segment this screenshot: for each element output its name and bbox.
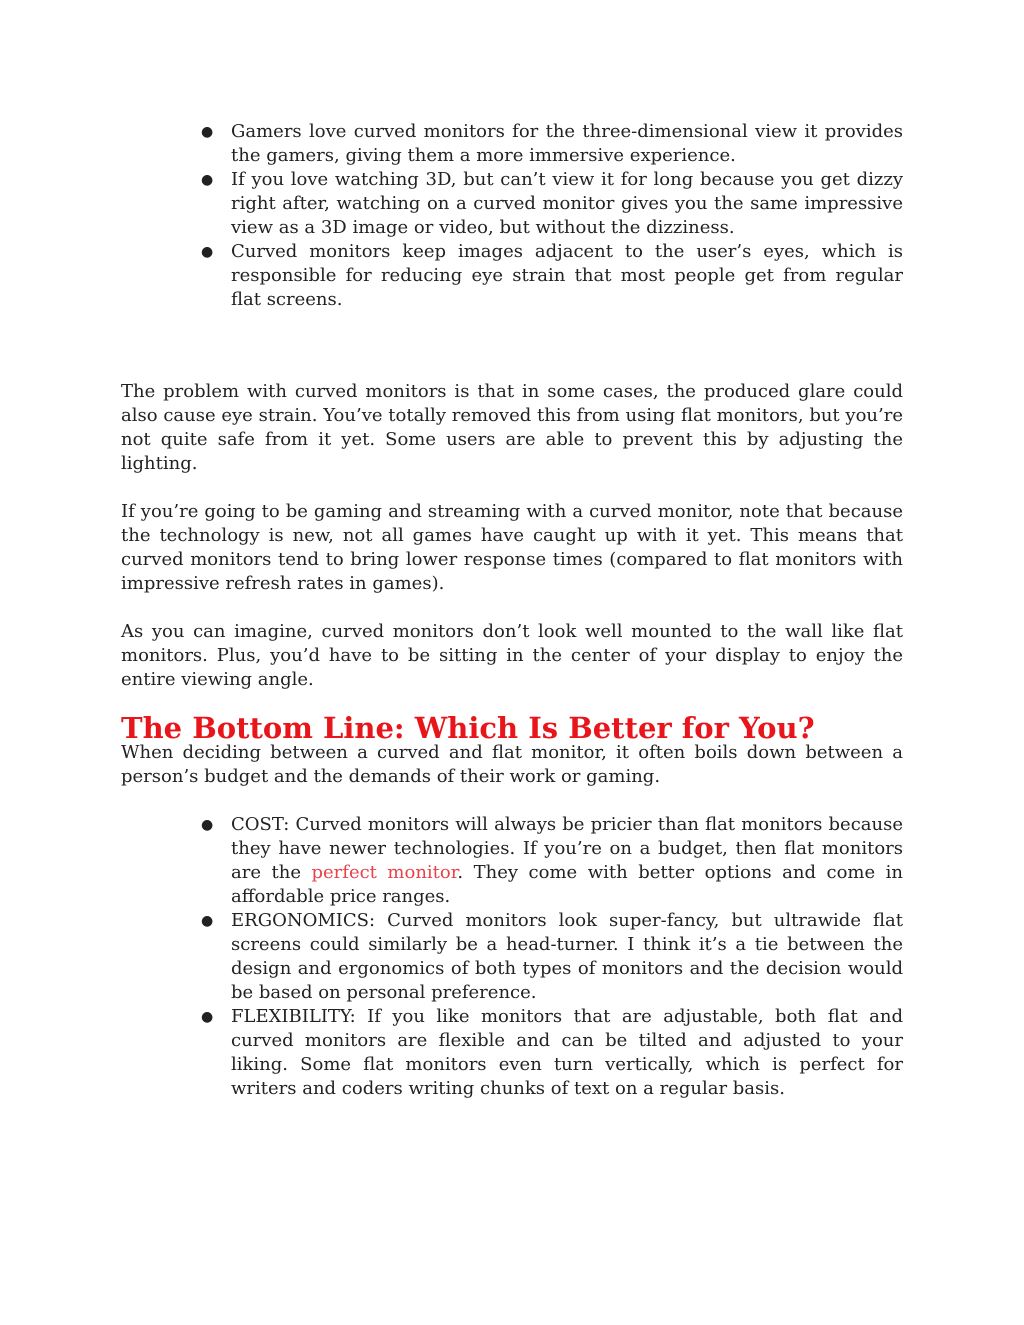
paragraph-intro: When deciding between a curved and flat monitor, it often boils down between a person’s budget and the demands of their work or gaming. (121, 742, 903, 787)
list-item-cost: ● COST: Curved monitors will always be pricier than flat monitors because they have newer technologies. If you’re on a budget, then flat monitors are the perfect monitor. They come with better options and come in affordable price ranges. (201, 814, 903, 907)
benefits-list (121, 120, 903, 312)
paragraph-glare: The problem with curved monitors is that in some cases, the produced glare could also cause eye strain. You’ve totally removed this from using flat monitors, but you’re not quite safe from it yet. Some users are able to prevent this by adjusting the lighting. (121, 381, 903, 474)
section-heading: The Bottom Line: Which Is Better for You? (121, 711, 815, 745)
bullet-icon: ● (201, 1009, 214, 1025)
list-item: ● Gamers love curved monitors for the three-dimensional view it provides the gamers, giving them a more immersive experience. (201, 121, 903, 166)
list-item-flexibility: ● FLEXIBILITY: If you like monitors that are adjustable, both flat and curved monitors are flexible and can be tilted and adjusted to your liking. Some flat monitors even turn vertically, which is perfect for writers and coders writing chunks of text on a regular basis. (201, 1006, 903, 1099)
list-item: ● If you love watching 3D, but can’t view it for long because you get dizzy right after, watching on a curved monitor gives you the same impressive view as a 3D image or video, but without the dizziness. (201, 169, 903, 238)
bullet-icon: ● (201, 124, 214, 140)
bullet-icon: ● (201, 817, 214, 833)
bullet-icon: ● (201, 172, 214, 188)
document-page (121, 120, 903, 1101)
paragraph-gaming: If you’re going to be gaming and streaming with a curved monitor, note that because the technology is new, not all games have caught up with it yet. This means that curved monitors tend to bring lower response times (compared to flat monitors with impressive refresh rates in games). (121, 501, 903, 594)
perfect-monitor-link[interactable]: perfect monitor (311, 862, 458, 883)
bullet-icon: ● (201, 913, 214, 929)
list-item-ergonomics: ● ERGONOMICS: Curved monitors look super-fancy, but ultrawide flat screens could similarly be a head-turner. I think it’s a tie between the design and ergonomics of both types of monitors and the decision would be based on personal preference. (201, 910, 903, 1003)
bullet-icon: ● (201, 244, 214, 260)
comparison-list (121, 813, 903, 1101)
paragraph-mounting: As you can imagine, curved monitors don’t look well mounted to the wall like flat monitors. Plus, you’d have to be sitting in the center of your display to enjoy the entire viewing angle. (121, 621, 903, 690)
list-item: ● Curved monitors keep images adjacent to the user’s eyes, which is responsible for reducing eye strain that most people get from regular flat screens. (201, 241, 903, 310)
